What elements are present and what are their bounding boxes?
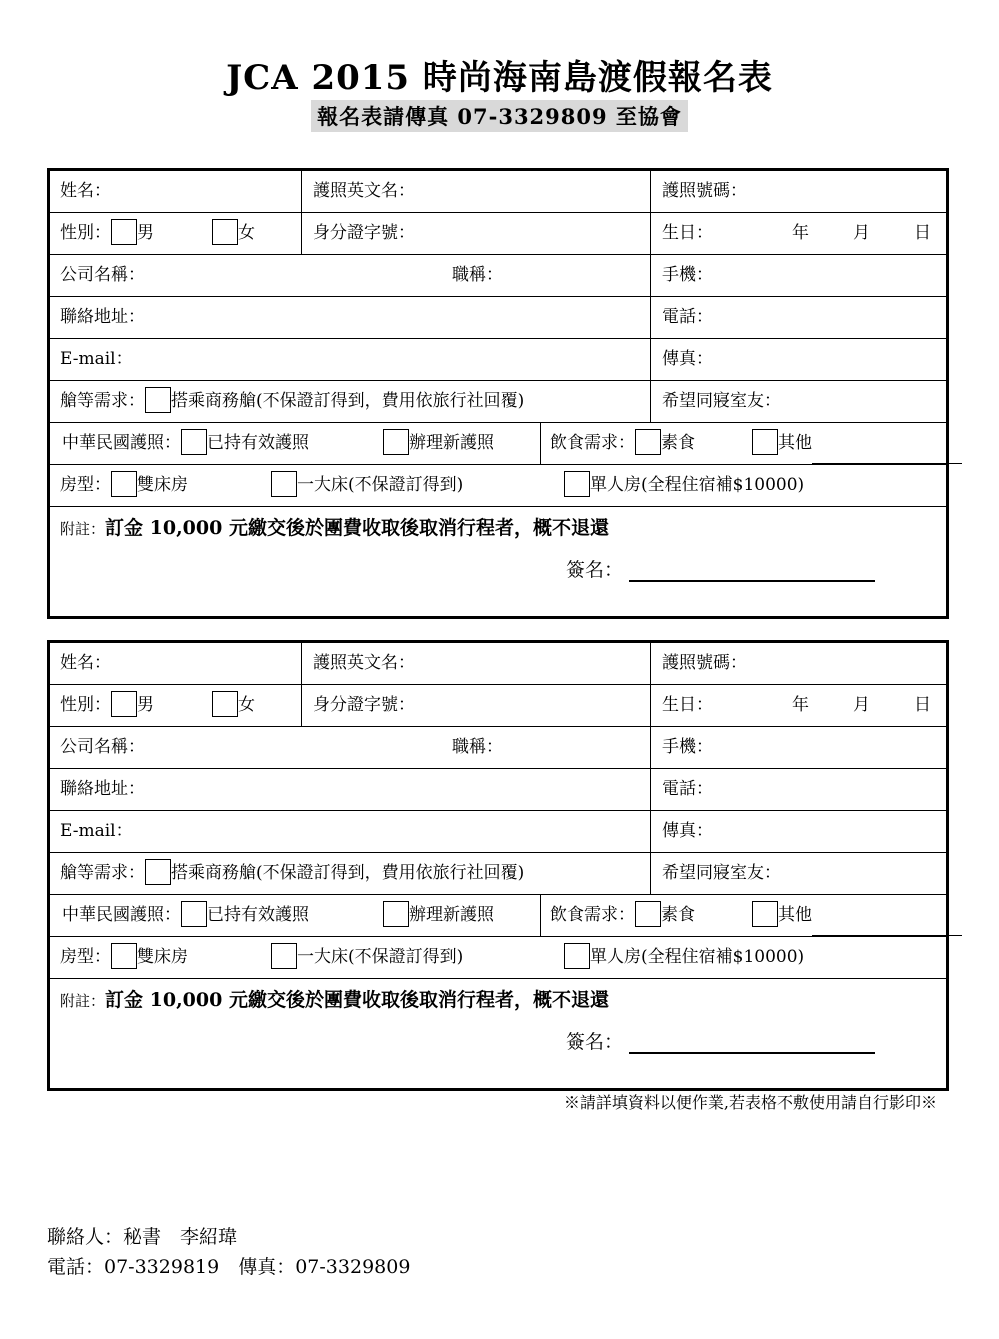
diet-other-field[interactable]: [812, 435, 962, 464]
female-label: 女: [238, 223, 255, 243]
male-label: 男: [137, 695, 154, 715]
email-label: E-mail：: [60, 349, 133, 369]
diet-other-label: 其他: [778, 905, 812, 925]
single-room-label: 單人房(全程住宿補$10000): [590, 947, 805, 967]
double-room-checkbox[interactable]: [271, 943, 297, 969]
twin-room-label: 雙床房: [137, 475, 188, 495]
passport-no-label: 護照號碼：: [662, 653, 747, 673]
photocopy-note: ※請詳填資料以便作業,若表格不敷使用請自行影印※: [563, 1093, 937, 1112]
company-label: 公司名稱：: [60, 265, 145, 285]
phone-label: 電話：: [662, 307, 713, 327]
business-class-label: 搭乘商務艙(不保證訂得到，費用依旅行社回覆): [171, 391, 525, 411]
female-label: 女: [238, 695, 255, 715]
vegetarian-checkbox[interactable]: [635, 429, 661, 455]
gender-label: 性別：: [60, 223, 111, 243]
diet-other-label: 其他: [778, 433, 812, 453]
birthday-label: 生日：: [662, 223, 713, 243]
passport-no-label: 護照號碼：: [662, 181, 747, 201]
id-no-label: 身分證字號：: [313, 223, 415, 243]
fax-label: 傳真：: [662, 821, 713, 841]
passport-new-checkbox[interactable]: [383, 901, 409, 927]
note-prefix: 附註：: [60, 520, 106, 538]
mobile-label: 手機：: [662, 265, 713, 285]
signature-field[interactable]: [629, 1028, 875, 1054]
female-checkbox[interactable]: [212, 691, 238, 717]
registration-form-1: [47, 168, 949, 619]
single-room-label: 單人房(全程住宿補$10000): [590, 475, 805, 495]
passport-valid-label: 已持有效護照: [207, 433, 309, 453]
registration-form-2: [47, 640, 949, 1091]
month-label: 月: [853, 223, 870, 243]
address-label: 聯絡地址：: [60, 779, 145, 799]
passport-label: 中華民國護照：: [62, 433, 181, 453]
business-class-label: 搭乘商務艙(不保證訂得到，費用依旅行社回覆): [171, 863, 525, 883]
passport-en-name-label: 護照英文名：: [313, 181, 415, 201]
name-label: 姓名：: [60, 653, 111, 673]
cabin-label: 艙等需求：: [60, 391, 145, 411]
diet-other-checkbox[interactable]: [752, 429, 778, 455]
month-label: 月: [853, 695, 870, 715]
roommate-label: 希望同寢室友：: [662, 863, 781, 883]
business-class-checkbox[interactable]: [145, 859, 171, 885]
note-prefix: 附註：: [60, 992, 106, 1010]
twin-room-checkbox[interactable]: [111, 943, 137, 969]
male-checkbox[interactable]: [111, 691, 137, 717]
day-label: 日: [914, 223, 931, 243]
passport-new-label: 辦理新護照: [409, 905, 494, 925]
year-label: 年: [792, 695, 809, 715]
deposit-note: 訂金 10,000 元繳交後於團費收取後取消行程者，概不退還: [105, 517, 609, 539]
room-label: 房型：: [60, 475, 111, 495]
diet-other-field[interactable]: [812, 907, 962, 936]
email-label: E-mail：: [60, 821, 133, 841]
job-title-label: 職稱：: [452, 737, 503, 757]
deposit-note: 訂金 10,000 元繳交後於團費收取後取消行程者，概不退還: [105, 989, 609, 1011]
diet-label: 飲食需求：: [550, 433, 635, 453]
vegetarian-label: 素食: [661, 433, 695, 453]
address-label: 聯絡地址：: [60, 307, 145, 327]
passport-label: 中華民國護照：: [62, 905, 181, 925]
birthday-label: 生日：: [662, 695, 713, 715]
twin-room-checkbox[interactable]: [111, 471, 137, 497]
fax-label: 傳真：: [662, 349, 713, 369]
contact-numbers: 電話：07-3329819 傳真：07-3329809: [47, 1256, 411, 1278]
female-checkbox[interactable]: [212, 219, 238, 245]
company-label: 公司名稱：: [60, 737, 145, 757]
name-label: 姓名：: [60, 181, 111, 201]
phone-label: 電話：: [662, 779, 713, 799]
passport-valid-checkbox[interactable]: [181, 429, 207, 455]
double-room-checkbox[interactable]: [271, 471, 297, 497]
passport-new-label: 辦理新護照: [409, 433, 494, 453]
signature-field[interactable]: [629, 556, 875, 582]
male-label: 男: [137, 223, 154, 243]
double-room-label: 一大床(不保證訂得到): [297, 475, 464, 495]
cabin-label: 艙等需求：: [60, 863, 145, 883]
year-label: 年: [792, 223, 809, 243]
single-room-checkbox[interactable]: [564, 943, 590, 969]
room-label: 房型：: [60, 947, 111, 967]
fax-instruction: 報名表請傳真 07-3329809 至協會: [311, 100, 688, 132]
male-checkbox[interactable]: [111, 219, 137, 245]
business-class-checkbox[interactable]: [145, 387, 171, 413]
passport-valid-checkbox[interactable]: [181, 901, 207, 927]
diet-label: 飲食需求：: [550, 905, 635, 925]
passport-new-checkbox[interactable]: [383, 429, 409, 455]
mobile-label: 手機：: [662, 737, 713, 757]
single-room-checkbox[interactable]: [564, 471, 590, 497]
twin-room-label: 雙床房: [137, 947, 188, 967]
diet-other-checkbox[interactable]: [752, 901, 778, 927]
double-room-label: 一大床(不保證訂得到): [297, 947, 464, 967]
job-title-label: 職稱：: [452, 265, 503, 285]
contact-person: 聯絡人：秘書 李紹瑋: [47, 1226, 238, 1248]
vegetarian-checkbox[interactable]: [635, 901, 661, 927]
gender-label: 性別：: [60, 695, 111, 715]
page-title: JCA 2015 時尚海南島渡假報名表: [226, 58, 773, 98]
signature-label: 簽名：: [566, 1031, 624, 1053]
roommate-label: 希望同寢室友：: [662, 391, 781, 411]
vegetarian-label: 素食: [661, 905, 695, 925]
passport-en-name-label: 護照英文名：: [313, 653, 415, 673]
id-no-label: 身分證字號：: [313, 695, 415, 715]
day-label: 日: [914, 695, 931, 715]
passport-valid-label: 已持有效護照: [207, 905, 309, 925]
signature-label: 簽名：: [566, 559, 624, 581]
